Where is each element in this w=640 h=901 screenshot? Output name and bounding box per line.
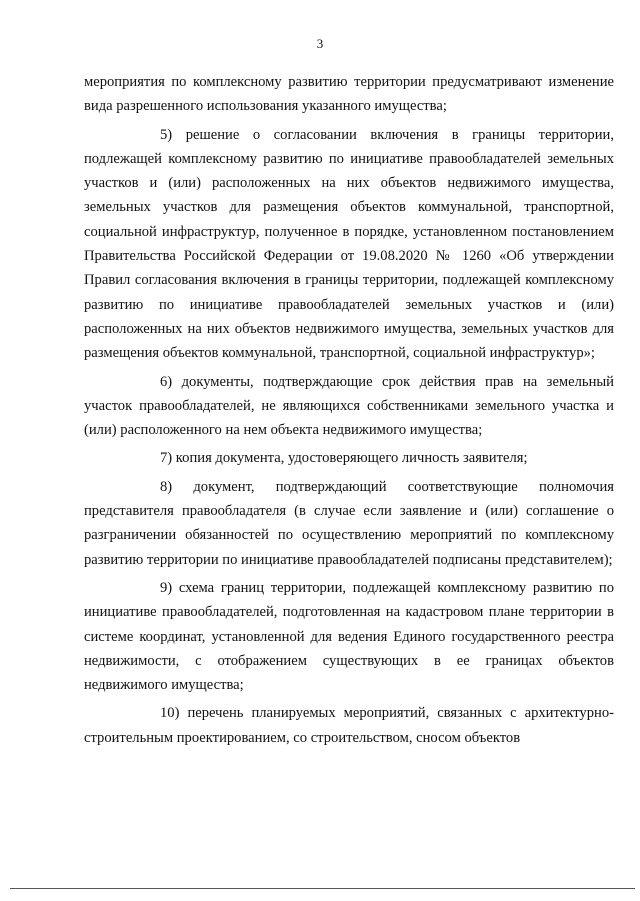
paragraph-continuation: мероприятия по комплексному развитию территории предусматривают изменение вида разрешенного использования указанного имущества;: [84, 74, 614, 115]
document-body: [84, 70, 614, 750]
page-number: 3: [316, 36, 324, 51]
bottom-divider: [10, 888, 635, 889]
paragraph-item-5: 5) решение о согласовании включения в границы территории, подлежащей комплексному развитию по инициативе правообладателей земельных участков и (или) расположенных на них объектов недвижимого имущества, земельных участков для размещения объектов коммунальной, транспортной, социальной инфраструктур, полученное в порядке, установленном постановлением Правительства Российской Федерации от 19.08.2020 № 1260 «Об утверждении Правил согласования включения в границы территории, подлежащей комплексному развитию по инициативе правообладателей земельных участков и (или) расположенных на них объектов недвижимого имущества, земельных участков для размещения объектов коммунальной, транспортной, социальной инфраструктур»;: [84, 126, 614, 362]
paragraph-item-10: 10) перечень планируемых мероприятий, связанных с архитектурно-строительным проектированием, со строительством, сносом объектов: [84, 705, 614, 746]
paragraph-item-9: 9) схема границ территории, подлежащей комплексному развитию по инициативе правообладателей, подготовленная на кадастровом плане территории в системе координат, установленной для ведения Единого государственного реестра недвижимости, с отображением существующих в ее границах объектов недвижимого имущества;: [84, 579, 614, 694]
paragraph-item-6: 6) документы, подтверждающие срок действия прав на земельный участок правообладателей, не являющихся собственниками земельного участка и (или) расположенного на нем объекта недвижимого имущества;: [84, 373, 614, 439]
paragraph-item-7: 7) копия документа, удостоверяющего личность заявителя;: [160, 450, 528, 467]
paragraph-item-8: 8) документ, подтверждающий соответствующие полномочия представителя правообладателя (в случае если заявление и (или) соглашение о разграничении обязанностей по осуществлению мероприятий по комплексному развитию территории по инициативе правообладателей подписаны представителем);: [84, 478, 614, 568]
